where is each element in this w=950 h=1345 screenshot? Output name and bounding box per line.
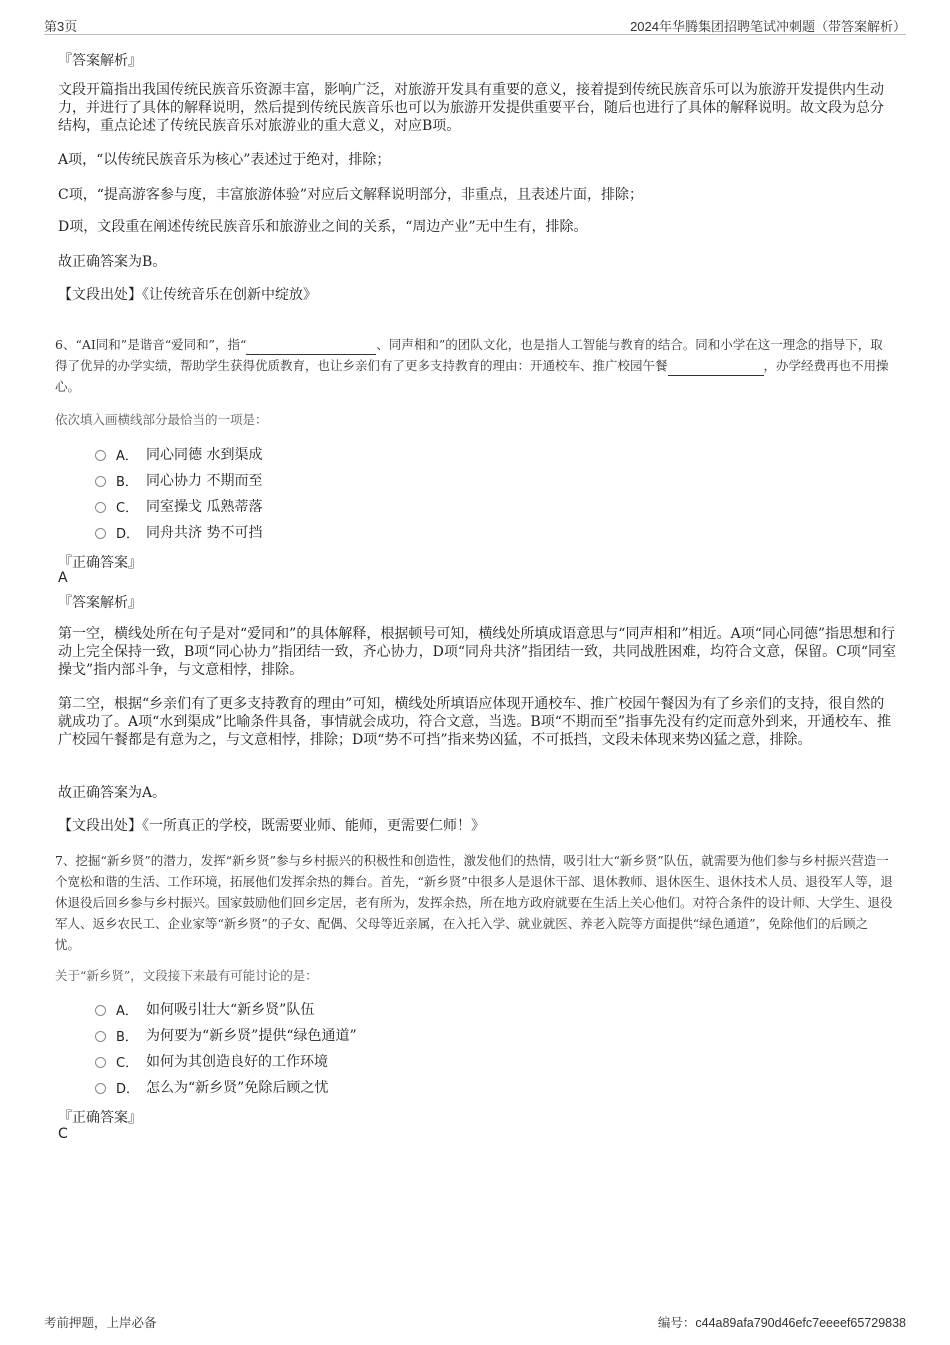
header-divider (44, 34, 906, 35)
analysis-label: 『答案解析』 (58, 595, 142, 611)
radio-icon[interactable] (95, 1031, 106, 1042)
analysis-paragraph: 第一空，横线处所在句子是对“爱同和”的具体解释，根据顿号可知，横线处所填成语意思与“同声相和”相近。A项“同心同德”指思想和行动上完全保持一致，B项“同心协力”指团结一致，齐心协力，D项“同舟共济”指团结一致，共同战胜困难，均符合文意，保留。C项“同室操戈”指内部斗争，与文意相悖，排除。 (58, 626, 897, 678)
correct-answer: C (58, 1126, 68, 1142)
option-a[interactable]: A． 如何吸引壮大“新乡贤”队伍 (95, 999, 314, 1019)
analysis-paragraph: 文段开篇指出我国传统民族音乐资源丰富，影响广泛，对旅游开发具有重要的意义，接着提到传统民族音乐可以为旅游开发提供内生动力，并进行了具体的解释说明，然后提到传统民族音乐也可以为旅游开发提供重要平台，随后也进行了具体的解释说明。故文段为总分结构，重点论述了传统民族音乐对旅游业的重大意义，对应B项。 (58, 82, 884, 134)
question-prompt: 依次填入画横线部分最恰当的一项是： (55, 412, 268, 427)
analysis-paragraph: A项，“以传统民族音乐为核心”表述过于绝对，排除； (58, 152, 391, 168)
option-d[interactable]: D． 怎么为“新乡贤”免除后顾之忧 (95, 1077, 328, 1097)
stem-text: 6、“AI同和”是谐音“爱同和”，指“ (55, 337, 247, 352)
source-citation: 【文段出处】《一所真正的学校，既需要业师、能师，更需要仁师！》 (58, 818, 485, 834)
analysis-label: 『答案解析』 (58, 53, 142, 69)
correct-answer: A (58, 570, 68, 586)
question-stem (55, 334, 893, 397)
option-b[interactable]: B． 为何要为“新乡贤”提供“绿色通道” (95, 1025, 357, 1045)
option-b[interactable]: B． 同心协力 不期而至 (95, 470, 262, 490)
correct-answer-label: 『正确答案』 (58, 1110, 142, 1126)
source-citation: 【文段出处】《让传统音乐在创新中绽放》 (58, 287, 317, 303)
radio-icon[interactable] (95, 1057, 106, 1068)
question-prompt: 关于“新乡贤”，文段接下来最有可能讨论的是： (55, 968, 318, 983)
document-id: 编号：c44a89afa790d46efc7eeeef65729838 (657, 1316, 906, 1330)
radio-icon[interactable] (95, 450, 106, 461)
conclusion: 故正确答案为A。 (58, 785, 167, 801)
option-d[interactable]: D． 同舟共济 势不可挡 (95, 522, 262, 542)
footer-slogan: 考前押题，上岸必备 (44, 1316, 157, 1330)
radio-icon[interactable] (95, 528, 106, 539)
fill-blank (246, 342, 376, 355)
radio-icon[interactable] (95, 1005, 106, 1016)
radio-icon[interactable] (95, 1083, 106, 1094)
stem-text: 、同声相和”的团队文化，也是指人工智能与教育的结合。同和小学在这一理念的指导下，取得了优异的办学实绩，帮助学生获得优质教育，也让乡亲们有了更多支持教育的理由：开通校车、推广校园午餐 (55, 337, 883, 373)
analysis-paragraph: C项，“提高游客参与度，丰富旅游体验”对应后文解释说明部分，非重点，且表述片面，排除； (58, 187, 644, 203)
question-stem: 7、挖掘“新乡贤”的潜力，发挥“新乡贤”参与乡村振兴的积极性和创造性，激发他们的热情，吸引壮大“新乡贤”队伍，就需要为他们参与乡村振兴营造一个宽松和谐的生活、工作环境，拓展他们发挥余热的舞台。首先，“新乡贤”中很多人是退休干部、退休教师、退休医生、退休技术人员、退役军人等，退休退役后回乡参与乡村振兴。国家鼓励他们回乡定居，老有所为，发挥余热，所在地方政府就要在生活上关心他们。对符合条件的设计师、大学生、退役军人、返乡农民工、企业家等“新乡贤”的子女、配偶、父母等近亲属，在入托入学、就业就医、养老入院等方面提供“绿色通道”，免除他们的后顾之忧。 (55, 853, 893, 952)
document-title: 2024年华腾集团招聘笔试冲刺题（带答案解析） (630, 19, 906, 34)
page-number: 第3页 (44, 19, 78, 34)
stem-text: ，办学经费再也不用操心。 (55, 358, 889, 394)
conclusion: 故正确答案为B。 (58, 254, 167, 270)
option-c[interactable]: C． 如何为其创造良好的工作环境 (95, 1051, 328, 1071)
option-a[interactable]: A． 同心同德 水到渠成 (95, 444, 262, 464)
correct-answer-label: 『正确答案』 (58, 555, 142, 571)
option-c[interactable]: C． 同室操戈 瓜熟蒂落 (95, 496, 262, 516)
fill-blank (668, 363, 764, 376)
radio-icon[interactable] (95, 502, 106, 513)
analysis-paragraph: D项，文段重在阐述传统民族音乐和旅游业之间的关系，“周边产业”无中生有，排除。 (58, 219, 588, 235)
radio-icon[interactable] (95, 476, 106, 487)
analysis-paragraph: 第二空，根据“乡亲们有了更多支持教育的理由”可知，横线处所填语应体现开通校车、推广校园午餐因为有了乡亲们的支持，很自然的就成功了。A项“水到渠成”比喻条件具备，事情就会成功，符合文意，当选。B项“不期而至”指事先没有约定而意外到来，开通校车、推广校园午餐都是有意为之，与文意相悖，排除；D项“势不可挡”指来势凶猛，不可抵挡，文段未体现来势凶猛之意，排除。 (58, 696, 892, 748)
